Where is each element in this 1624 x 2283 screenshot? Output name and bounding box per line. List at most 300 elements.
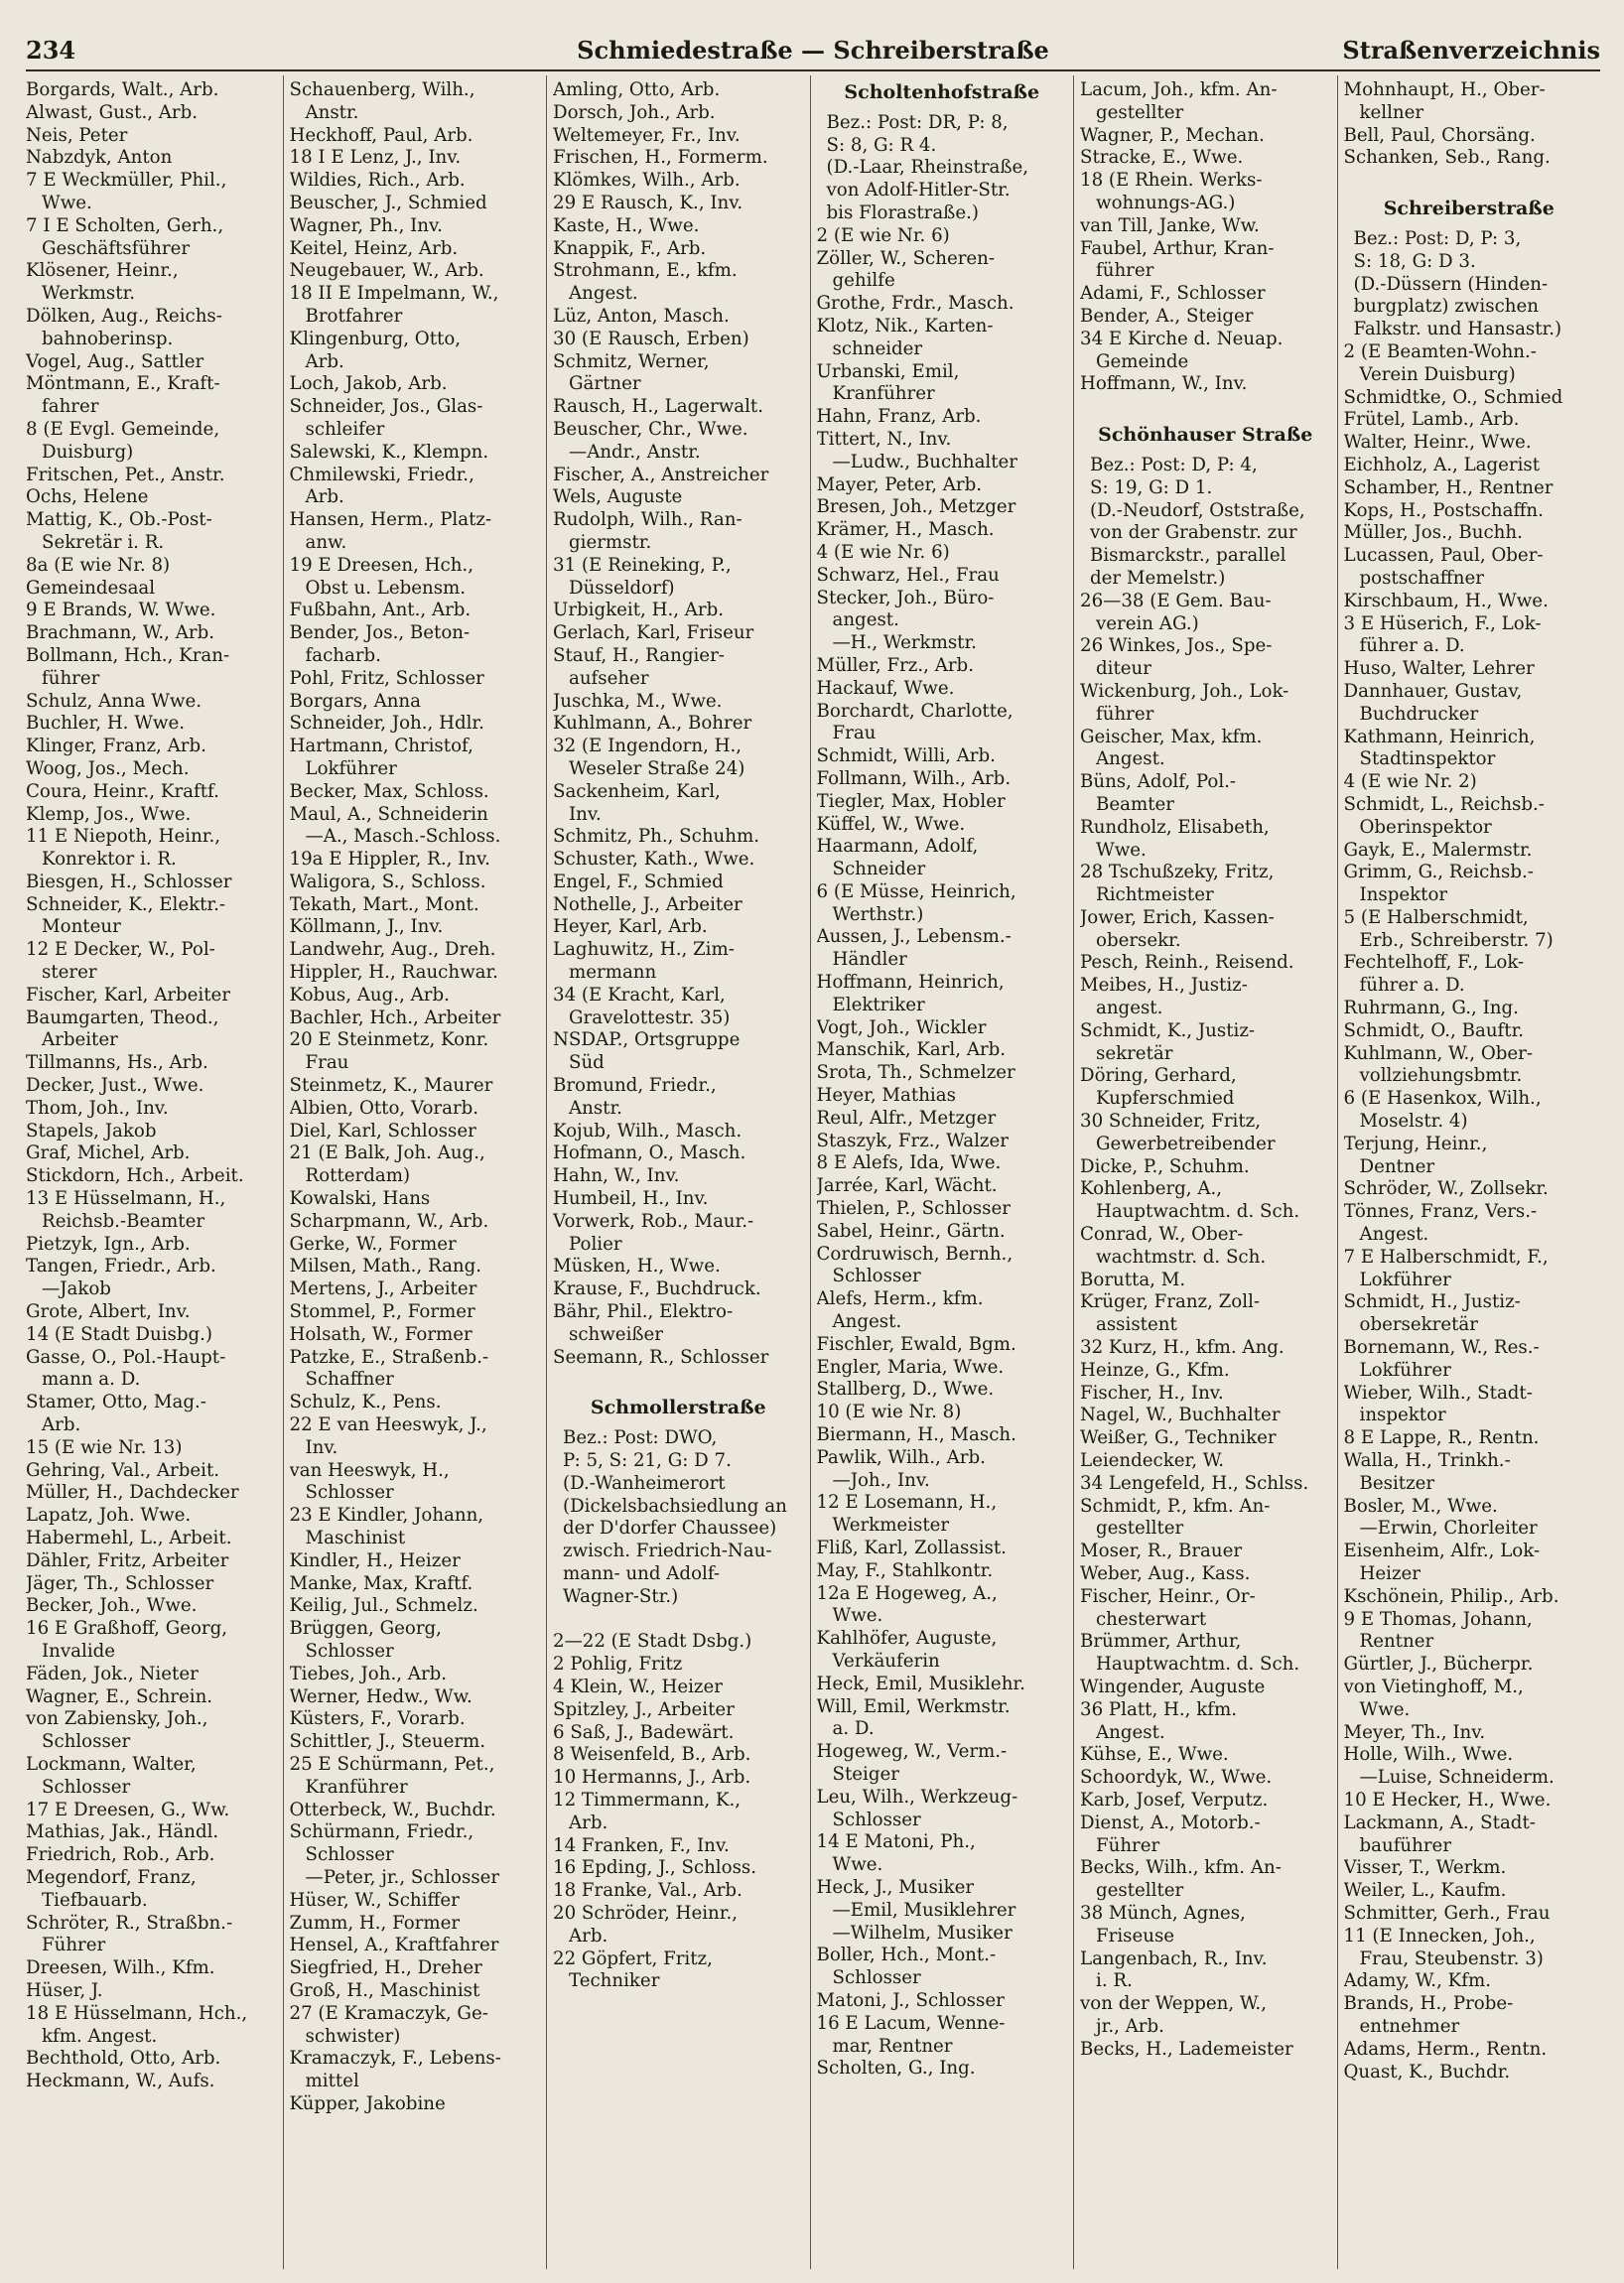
directory-entry: Tiebes, Joh., Arb. <box>289 1663 448 1684</box>
column-4 <box>810 75 1074 2269</box>
street-description: von der Grabenstr. zur <box>1090 522 1297 544</box>
directory-entry: Follmann, Wilh., Arb. <box>816 767 1012 789</box>
entry-continuation: angest. <box>1096 998 1163 1019</box>
directory-entry: Adamy, W., Kfm. <box>1343 1970 1491 1992</box>
directory-entry: 4 (E wie Nr. 6) <box>816 541 950 563</box>
entry-continuation: —H., Werkmstr. <box>832 632 977 654</box>
entry-continuation: jr., Arb. <box>1096 2015 1164 2037</box>
entry-continuation: a. D. <box>832 1718 875 1740</box>
directory-entry: von Zabiensky, Joh., <box>26 1708 208 1730</box>
directory-entry: Walter, Heinr., Wwe. <box>1343 432 1532 454</box>
entry-continuation: Moselstr. 4) <box>1359 1111 1468 1133</box>
directory-entry: Schröter, R., Straßbn.- <box>26 1912 233 1934</box>
directory-entry: Lapatz, Joh. Wwe. <box>26 1505 192 1527</box>
directory-entry: Kohlenberg, A., <box>1080 1178 1223 1200</box>
directory-entry: Fäden, Jok., Nieter <box>26 1663 199 1684</box>
directory-entry: Kirschbaum, H., Wwe. <box>1343 590 1549 611</box>
entry-continuation: Erb., Schreiberstr. 7) <box>1359 929 1554 951</box>
entry-continuation: Händler <box>832 949 907 971</box>
directory-entry: Dannhauer, Gustav, <box>1343 680 1523 702</box>
entry-continuation: mermann <box>569 962 657 984</box>
directory-entry: Boller, Hch., Mont.- <box>816 1945 997 1966</box>
directory-entry: 18 II E Impelmann, W., <box>289 283 499 305</box>
street-description: Bez.: Post: DWO, <box>563 1427 718 1449</box>
directory-entry: Stapels, Jakob <box>26 1120 157 1142</box>
entry-continuation: Gärtner <box>569 373 641 395</box>
directory-entry: Schneider, Jos., Glas- <box>289 396 483 418</box>
directory-entry: 2 Pohlig, Fritz <box>553 1654 683 1676</box>
directory-entry: Hansen, Herm., Platz- <box>289 509 492 531</box>
entry-continuation: —Wilhelm, Musiker <box>832 1922 1013 1944</box>
directory-entry: Spitzley, J., Arbeiter <box>553 1698 735 1720</box>
directory-entry: Eisenheim, Alfr., Lok- <box>1343 1541 1541 1562</box>
directory-entry: Klösener, Heinr., <box>26 260 179 282</box>
directory-entry: Loch, Jakob, Arb. <box>289 373 448 395</box>
directory-entry: Baumgarten, Theod., <box>26 1007 219 1028</box>
directory-entry: Borgars, Anna <box>289 690 421 712</box>
directory-entry: Meibes, H., Justiz- <box>1080 975 1248 997</box>
entry-continuation: Anstr. <box>305 101 359 123</box>
directory-entry: Moser, R., Brauer <box>1080 1541 1243 1562</box>
entry-continuation: Lokführer <box>305 757 397 779</box>
directory-entry: 8 Weisenfeld, B., Arb. <box>553 1744 751 1766</box>
entry-continuation: Verein Duisburg) <box>1359 363 1516 385</box>
directory-entry: Vogel, Aug., Sattler <box>26 350 204 372</box>
directory-entry: Tekath, Mart., Mont. <box>289 893 479 915</box>
entry-continuation: verein AG.) <box>1096 612 1199 634</box>
directory-entry: 16 Epding, J., Schloss. <box>553 1857 757 1879</box>
entry-continuation: schleifer <box>305 418 385 440</box>
directory-entry: Patzke, E., Straßenb.- <box>289 1346 489 1368</box>
directory-entry: Landwehr, Aug., Dreh. <box>289 939 496 961</box>
directory-entry: 10 E Hecker, H., Wwe. <box>1343 1789 1552 1811</box>
entry-continuation: Wwe. <box>1359 1698 1411 1720</box>
directory-entry: Schanken, Seb., Rang. <box>1343 147 1551 169</box>
directory-entry: Büns, Adolf, Pol.- <box>1080 771 1237 793</box>
directory-entry: Krause, F., Buchdruck. <box>553 1278 761 1300</box>
directory-entry: Beuscher, Chr., Wwe. <box>553 418 748 440</box>
directory-entry: Kschönein, Philip., Arb. <box>1343 1585 1559 1607</box>
directory-entry: Buchler, H. Wwe. <box>26 713 186 735</box>
directory-entry: 21 (E Balk, Joh. Aug., <box>289 1142 485 1164</box>
entry-continuation: facharb. <box>305 644 381 666</box>
directory-entry: Schmidt, L., Reichsb.- <box>1343 793 1545 815</box>
entry-continuation: obersekretär <box>1359 1314 1478 1336</box>
entry-continuation: Friseuse <box>1096 1925 1175 1947</box>
directory-entry: Wagner, E., Schrein. <box>26 1685 213 1707</box>
entry-continuation: Schlosser <box>305 1482 394 1504</box>
entry-continuation: führer a. D. <box>1359 635 1465 657</box>
directory-entry: 19a E Hippler, R., Inv. <box>289 849 490 871</box>
directory-entry: Quast, K., Buchdr. <box>1343 2061 1511 2082</box>
street-description: zwisch. Friedrich-Nau- <box>563 1541 772 1562</box>
directory-entry: Schamber, H., Rentner <box>1343 476 1554 498</box>
entry-continuation: Schlosser <box>832 1266 921 1287</box>
directory-entry: Beuscher, J., Schmied <box>289 192 487 213</box>
entry-continuation: Angest. <box>832 1311 902 1333</box>
directory-entry: Küpper, Jakobine <box>289 2092 446 2114</box>
entry-continuation: Dentner <box>1359 1155 1435 1177</box>
entry-continuation: Anstr. <box>569 1097 622 1119</box>
entry-continuation: Rentner <box>1359 1631 1434 1653</box>
directory-entry: Bornemann, W., Res.- <box>1343 1337 1540 1359</box>
directory-entry: Müller, Jos., Buchh. <box>1343 522 1523 544</box>
directory-entry: Diel, Karl, Schlosser <box>289 1120 476 1142</box>
entry-continuation: Stadtinspektor <box>1359 748 1496 770</box>
entry-continuation: —Erwin, Chorleiter <box>1359 1518 1538 1540</box>
directory-entry: Stracke, E., Wwe. <box>1080 147 1244 169</box>
directory-entry: Frütel, Lamb., Arb. <box>1343 409 1520 431</box>
entry-continuation: Lokführer <box>1359 1269 1451 1290</box>
directory-entry: Urbigkeit, H., Arb. <box>553 600 725 621</box>
directory-entry: 18 I E Lenz, J., Inv. <box>289 147 462 169</box>
directory-entry: Weiler, L., Kaufm. <box>1343 1880 1507 1902</box>
directory-entry: Nabzdyk, Anton <box>26 147 173 169</box>
entry-continuation: Geschäftsführer <box>42 237 191 259</box>
entry-continuation: gestellter <box>1096 101 1184 123</box>
directory-entry: Engel, F., Schmied <box>553 871 724 892</box>
directory-entry: Rausch, H., Lagerwalt. <box>553 396 764 418</box>
directory-entry: Bell, Paul, Chorsäng. <box>1343 124 1536 146</box>
entry-continuation: i. R. <box>1096 1970 1133 1992</box>
directory-entry: Schmitz, Werner, <box>553 350 710 372</box>
entry-continuation: führer <box>1096 260 1154 282</box>
directory-entry: 7 E Halberschmidt, F., <box>1343 1246 1549 1268</box>
entry-continuation: Werkmstr. <box>42 283 136 305</box>
directory-entry: Brands, H., Probe- <box>1343 1993 1514 2015</box>
directory-entry: Müller, H., Dachdecker <box>26 1482 239 1504</box>
directory-entry: Tangen, Friedr., Arb. <box>26 1256 216 1277</box>
directory-entry: von Vietinghoff, M., <box>1343 1676 1524 1697</box>
column-2 <box>283 75 547 2269</box>
directory-entry: Stauf, H., Rangier- <box>553 644 725 666</box>
directory-entry: 6 (E Müsse, Heinrich, <box>816 880 1016 902</box>
directory-entry: Lacum, Joh., kfm. An- <box>1080 79 1278 100</box>
directory-entry: Leiendecker, W. <box>1080 1450 1225 1472</box>
entry-continuation: Oberinspektor <box>1359 816 1492 838</box>
entry-continuation: Wwe. <box>832 1854 883 1876</box>
directory-entry: Tittert, N., Inv. <box>816 428 952 450</box>
directory-entry: Schmitter, Gerh., Frau <box>1343 1902 1551 1924</box>
directory-entry: 26 Winkes, Jos., Spe- <box>1080 635 1273 657</box>
entry-continuation: Hauptwachtm. d. Sch. <box>1096 1201 1300 1223</box>
directory-entry: Strohmann, E., kfm. <box>553 260 738 282</box>
directory-entry: Heckmann, W., Aufs. <box>26 2071 215 2092</box>
directory-entry: 12a E Hogeweg, A., <box>816 1582 998 1604</box>
entry-continuation: wachtmstr. d. Sch. <box>1096 1246 1267 1268</box>
directory-entry: Steinmetz, K., Maurer <box>289 1075 493 1097</box>
directory-entry: 20 Schröder, Heinr., <box>553 1902 739 1924</box>
directory-entry: Neugebauer, W., Arb. <box>289 260 484 282</box>
street-heading: Schreiberstraße <box>1383 198 1555 220</box>
directory-entry: Thom, Joh., Inv. <box>26 1097 169 1119</box>
street-description: S: 8, G: R 4. <box>826 134 937 156</box>
entry-continuation: Arb. <box>569 1925 609 1947</box>
entry-continuation: Brotfahrer <box>305 305 403 327</box>
directory-entry: Matoni, J., Schlosser <box>816 1989 1005 2011</box>
entry-continuation: schweißer <box>569 1323 663 1345</box>
directory-entry: 34 Lengefeld, H., Schlss. <box>1080 1472 1309 1494</box>
directory-entry: 4 Klein, W., Heizer <box>553 1676 723 1697</box>
directory-entry: Siegfried, H., Dreher <box>289 1957 482 1979</box>
entry-continuation: Arbeiter <box>42 1029 118 1051</box>
entry-continuation: —Ludw., Buchhalter <box>832 451 1017 472</box>
entry-continuation: Angest. <box>1096 1721 1165 1743</box>
directory-entry: 10 (E wie Nr. 8) <box>816 1402 962 1423</box>
directory-entry: 34 (E Kracht, Karl, <box>553 984 726 1006</box>
directory-entry: Scholten, G., Ing. <box>816 2058 976 2080</box>
directory-entry: Geischer, Max, kfm. <box>1080 726 1263 747</box>
page-title: Schmiedestraße — Schreiberstraße <box>577 36 1049 65</box>
directory-entry: 22 Göpfert, Fritz, <box>553 1947 713 1969</box>
directory-entry: Becker, Joh., Wwe. <box>26 1595 198 1617</box>
entry-continuation: mittel <box>305 2071 359 2092</box>
directory-entry: Schmidt, P., kfm. An- <box>1080 1495 1271 1517</box>
column-1 <box>26 75 283 2269</box>
directory-entry: Schwarz, Hel., Frau <box>816 564 1000 586</box>
directory-entry: Bender, Jos., Beton- <box>289 622 471 644</box>
entry-continuation: aufseher <box>569 667 649 689</box>
entry-continuation: sterer <box>42 962 97 984</box>
directory-entry: Pohl, Fritz, Schlosser <box>289 667 484 689</box>
directory-entry: Hoffmann, Heinrich, <box>816 972 1005 994</box>
directory-entry: 20 E Steinmetz, Konr. <box>289 1029 489 1051</box>
directory-entry: 27 (E Kramaczyk, Ge- <box>289 2002 488 2024</box>
directory-entry: Neis, Peter <box>26 124 128 146</box>
directory-entry: 38 Münch, Agnes, <box>1080 1902 1246 1924</box>
directory-entry: Schneider, K., Elektr.- <box>26 893 226 915</box>
entry-continuation: Schlosser <box>305 1844 394 1866</box>
entry-continuation: Gewerbetreibender <box>1096 1133 1276 1154</box>
directory-entry: Fischer, A., Anstreicher <box>553 464 769 485</box>
entry-continuation: mar, Rentner <box>832 2035 953 2057</box>
directory-entry: Wingender, Auguste <box>1080 1676 1266 1697</box>
entry-continuation: führer a. D. <box>1359 975 1465 997</box>
directory-entry: Schmidt, H., Justiz- <box>1343 1291 1521 1313</box>
street-description: burgplatz) zwischen <box>1353 296 1539 318</box>
directory-entry: Albien, Otto, Vorarb. <box>289 1097 479 1119</box>
directory-entry: Eichholz, A., Lagerist <box>1343 454 1541 475</box>
directory-entry: 9 E Brands, W. Wwe. <box>26 600 216 621</box>
directory-entry: Schulz, Anna Wwe. <box>26 690 203 712</box>
directory-entry: Hahn, W., Inv. <box>553 1165 680 1187</box>
directory-entry: Hahn, Franz, Arb. <box>816 406 982 428</box>
directory-entry: Pietzyk, Ign., Arb. <box>26 1233 191 1255</box>
entry-continuation: Invalide <box>42 1640 116 1662</box>
directory-entry: Schulz, K., Pens. <box>289 1392 442 1413</box>
directory-entry: 2 (E wie Nr. 6) <box>816 224 950 246</box>
directory-entry: Schmidtke, O., Schmied <box>1343 386 1563 408</box>
directory-entry: Hippler, H., Rauchwar. <box>289 962 498 984</box>
directory-entry: Fischler, Ewald, Bgm. <box>816 1333 1016 1355</box>
directory-entry: Humbeil, H., Inv. <box>553 1188 709 1210</box>
directory-entry: Will, Emil, Werkmstr. <box>816 1695 1011 1717</box>
directory-entry: Kühse, E., Wwe. <box>1080 1744 1229 1766</box>
entry-continuation: Wwe. <box>832 1605 883 1627</box>
directory-entry: Frischen, H., Formerm. <box>553 147 768 169</box>
directory-entry: Schmidt, Willi, Arb. <box>816 745 996 767</box>
directory-entry: Heck, J., Musiker <box>816 1876 975 1898</box>
directory-entry: Brümmer, Arthur, <box>1080 1631 1242 1653</box>
entry-continuation: Angest. <box>1359 1224 1429 1246</box>
directory-entry: Werner, Hedw., Ww. <box>289 1685 473 1707</box>
directory-entry: Hogeweg, W., Verm.- <box>816 1741 1008 1763</box>
directory-entry: 30 (E Rausch, Erben) <box>553 328 749 349</box>
column-5 <box>1073 75 1337 2269</box>
directory-entry: Manschik, Karl, Arb. <box>816 1039 1007 1061</box>
directory-entry: Reul, Alfr., Metzger <box>816 1107 997 1129</box>
directory-entry: Friedrich, Rob., Arb. <box>26 1844 215 1866</box>
directory-entry: Dienst, A., Motorb.- <box>1080 1812 1261 1833</box>
directory-entry: 23 E Kindler, Johann, <box>289 1505 484 1527</box>
directory-entry: Gasse, O., Pol.-Haupt- <box>26 1346 226 1368</box>
directory-entry: 2 (E Beamten-Wohn.- <box>1343 340 1537 362</box>
directory-entry: Schneider, Joh., Hdlr. <box>289 713 484 735</box>
directory-entry: 14 (E Stadt Duisbg.) <box>26 1323 213 1345</box>
entry-continuation: Beamter <box>1096 793 1174 815</box>
entry-continuation: führer <box>1096 703 1154 725</box>
street-description: (D.-Wanheimerort <box>563 1472 726 1494</box>
directory-entry: 19 E Dreesen, Hch., <box>289 554 474 576</box>
entry-continuation: Frau <box>305 1052 349 1074</box>
entry-continuation: Führer <box>42 1935 106 1956</box>
directory-entry: Nothelle, J., Arbeiter <box>553 893 743 915</box>
directory-entry: Kops, H., Postschaffn. <box>1343 499 1544 521</box>
street-description: Bez.: Post: D, P: 3, <box>1353 227 1522 249</box>
entry-continuation: Konrektor i. R. <box>42 849 177 871</box>
street-description: der Memelstr.) <box>1090 567 1226 589</box>
directory-entry: Amling, Otto, Arb. <box>553 79 721 100</box>
entry-continuation: sekretär <box>1096 1042 1173 1064</box>
directory-entry: 11 (E Innecken, Joh., <box>1343 1925 1536 1947</box>
directory-entry: 9 E Thomas, Johann, <box>1343 1608 1533 1630</box>
street-description: von Adolf-Hitler-Str. <box>826 180 1011 201</box>
entry-continuation: Buchdrucker <box>1359 703 1479 725</box>
directory-entry: Schoordyk, W., Wwe. <box>1080 1767 1273 1789</box>
directory-entry: Biermann, H., Masch. <box>816 1424 1016 1446</box>
directory-entry: Langenbach, R., Inv. <box>1080 1947 1268 1969</box>
directory-entry: Borgards, Walt., Arb. <box>26 79 219 100</box>
directory-entry: Müller, Frz., Arb. <box>816 654 974 676</box>
entry-continuation: Inv. <box>569 803 602 825</box>
street-description: (Dickelsbachsiedlung an <box>563 1495 787 1517</box>
directory-entry: Seemann, R., Schlosser <box>553 1346 769 1368</box>
entry-continuation: schwister) <box>305 2025 401 2047</box>
entry-continuation: diteur <box>1096 658 1151 680</box>
entry-continuation: Arb. <box>305 486 344 508</box>
directory-entry: NSDAP., Ortsgruppe <box>553 1029 741 1051</box>
directory-entry: Waligora, S., Schloss. <box>289 871 486 892</box>
street-description: Falkstr. und Hansastr.) <box>1353 319 1562 340</box>
street-description: Bez.: Post: DR, P: 8, <box>826 111 1009 133</box>
entry-continuation: —Joh., Inv. <box>832 1469 930 1491</box>
entry-continuation: gestellter <box>1096 1518 1184 1540</box>
directory-entry: Bosler, M., Wwe. <box>1343 1495 1498 1517</box>
entry-continuation: Angest. <box>1096 748 1165 770</box>
street-description: mann- und Adolf- <box>563 1563 721 1584</box>
directory-entry: Rundholz, Elisabeth, <box>1080 816 1270 838</box>
street-description: P: 5, S: 21, G: D 7. <box>563 1450 732 1472</box>
directory-entry: Kobus, Aug., Arb. <box>289 984 450 1006</box>
directory-entry: Bollmann, Hch., Kran- <box>26 644 230 666</box>
entry-continuation: Heizer <box>1359 1563 1421 1584</box>
directory-entry: Becks, Wilh., kfm. An- <box>1080 1857 1282 1879</box>
directory-entry: Bechthold, Otto, Arb. <box>26 2048 221 2070</box>
directory-entry: Knappik, F., Arb. <box>553 237 707 259</box>
directory-entry: 12 E Decker, W., Pol- <box>26 939 215 961</box>
directory-entry: Kramaczyk, F., Lebens- <box>289 2048 501 2070</box>
directory-entry: Biesgen, H., Schlosser <box>26 871 232 892</box>
directory-entry: 18 E Hüsselmann, Hch., <box>26 2002 248 2024</box>
entry-continuation: Reichsb.-Beamter <box>42 1210 205 1232</box>
entry-continuation: Gravelottestr. 35) <box>569 1007 731 1028</box>
entry-continuation: Schlosser <box>42 1776 131 1798</box>
directory-entry: Kowalski, Hans <box>289 1188 431 1210</box>
directory-entry: Köllmann, J., Inv. <box>289 916 444 938</box>
entry-continuation: Techniker <box>569 1970 660 1992</box>
directory-entry: 4 (E wie Nr. 2) <box>1343 771 1477 793</box>
page-number: 234 <box>26 36 76 65</box>
entry-continuation: Werkmeister <box>832 1515 950 1537</box>
directory-entry: Gerke, W., Former <box>289 1233 457 1255</box>
entry-continuation: Kranführer <box>832 383 935 405</box>
directory-entry: Tillmanns, Hs., Arb. <box>26 1052 208 1074</box>
directory-entry: Becks, H., Lademeister <box>1080 2038 1293 2060</box>
entry-continuation: gehilfe <box>832 270 895 292</box>
directory-entry: Hartmann, Christof, <box>289 736 474 757</box>
street-description: Bez.: Post: D, P: 4, <box>1090 454 1258 475</box>
directory-entry: Schmidt, K., Justiz- <box>1080 1019 1256 1041</box>
directory-entry: Klinger, Franz, Arb. <box>26 736 206 757</box>
street-description: (D.-Laar, Rheinstraße, <box>826 157 1029 179</box>
directory-entry: Kahlhöfer, Auguste, <box>816 1628 998 1650</box>
directory-entry: Hoffmann, W., Inv. <box>1080 373 1248 395</box>
directory-entry: Otterbeck, W., Buchdr. <box>289 1799 496 1820</box>
entry-continuation: inspektor <box>1359 1405 1446 1426</box>
directory-entry: Hüser, W., Schiffer <box>289 1889 460 1911</box>
directory-entry: Becker, Max, Schloss. <box>289 780 489 802</box>
directory-entry: Aussen, J., Lebensm.- <box>816 926 1012 948</box>
directory-entry: Borchardt, Charlotte, <box>816 700 1014 722</box>
directory-entry: Mohnhaupt, H., Ober- <box>1343 79 1546 100</box>
directory-entry: Klingenburg, Otto, <box>289 328 462 349</box>
directory-columns <box>26 75 1600 2269</box>
entry-continuation: kfm. Angest. <box>42 2025 158 2047</box>
directory-entry: Woog, Jos., Mech. <box>26 757 190 779</box>
directory-entry: Megendorf, Franz, <box>26 1866 197 1888</box>
directory-entry: 32 (E Ingendorn, H., <box>553 736 743 757</box>
entry-continuation: Angest. <box>569 283 638 305</box>
entry-continuation: Arb. <box>42 1414 81 1436</box>
directory-entry: Kuhlmann, A., Bohrer <box>553 713 752 735</box>
entry-continuation: Richtmeister <box>1096 884 1214 906</box>
directory-entry: 7 E Weckmüller, Phil., <box>26 170 227 192</box>
directory-entry: 14 Franken, F., Inv. <box>553 1834 730 1856</box>
directory-entry: Dölken, Aug., Reichs- <box>26 305 222 327</box>
directory-entry: 31 (E Reineking, P., <box>553 554 732 576</box>
directory-entry: Nagel, W., Buchhalter <box>1080 1405 1281 1426</box>
directory-entry: Gürtler, J., Bücherpr. <box>1343 1654 1534 1676</box>
directory-entry: Faubel, Arthur, Kran- <box>1080 237 1275 259</box>
directory-entry: Hüser, J. <box>26 1979 103 2001</box>
street-description: Wagner-Str.) <box>563 1585 679 1607</box>
street-heading: Schönhauser Straße <box>1098 424 1313 447</box>
directory-entry: Salewski, K., Klempn. <box>289 441 489 463</box>
directory-entry: Weißer, G., Techniker <box>1080 1427 1277 1449</box>
street-description: S: 18, G: D 3. <box>1353 250 1476 272</box>
street-description: S: 19, G: D 1. <box>1090 476 1213 498</box>
entry-continuation: Schaffner <box>305 1369 394 1391</box>
